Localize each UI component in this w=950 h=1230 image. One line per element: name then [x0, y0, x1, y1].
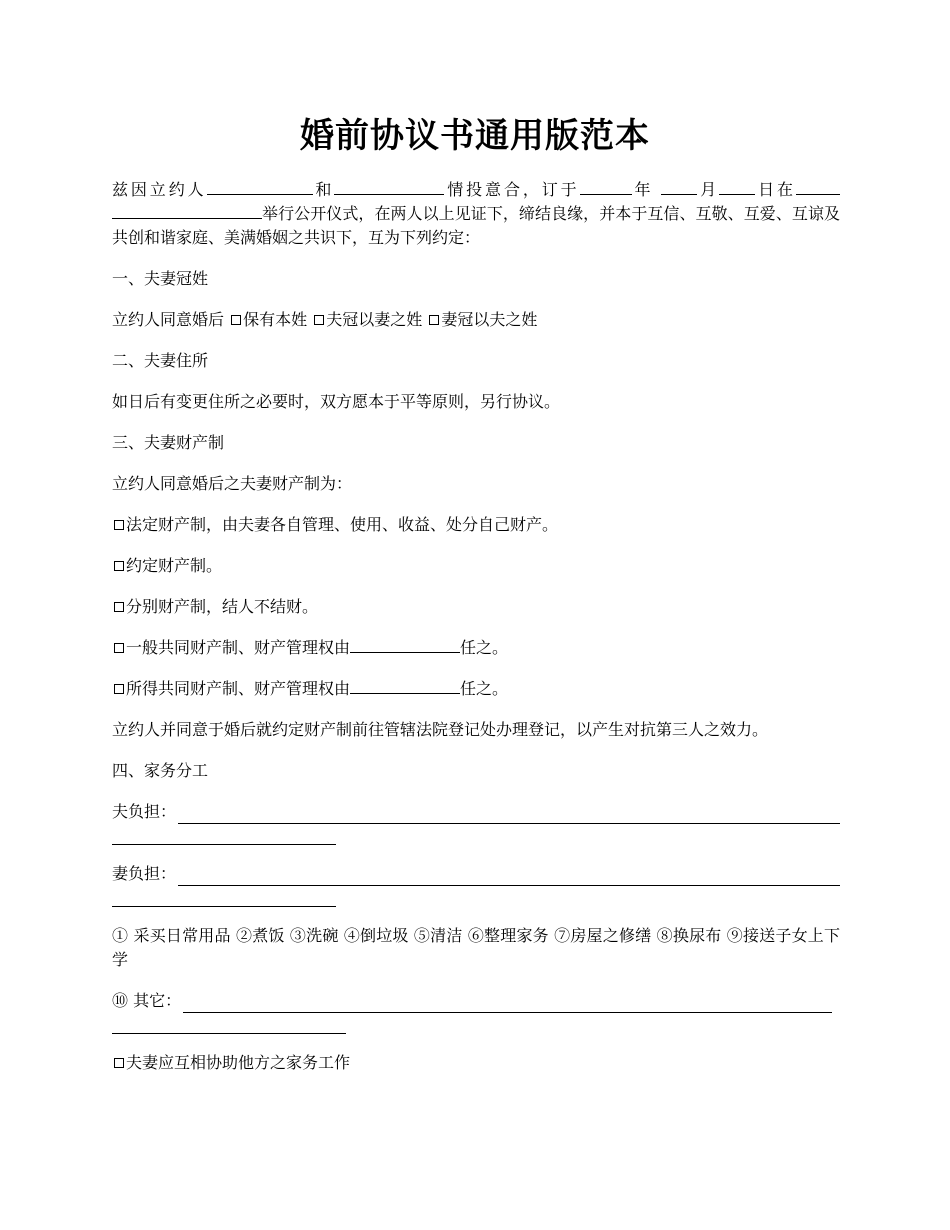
husband-label: 夫负担： — [112, 802, 177, 821]
option-label: 分别财产制，结人不结财。 — [126, 597, 319, 616]
other-duty — [112, 989, 840, 1034]
property-option — [112, 636, 840, 660]
option-label: 所得共同财产制、财产管理权由 — [126, 679, 351, 698]
manager-blank[interactable] — [350, 677, 460, 694]
property-lead: 立约人同意婚后之夫妻财产制为： — [112, 474, 353, 493]
section-heading: 三、夫妻财产制 — [112, 433, 225, 452]
option-label: 一般共同财产制、财产管理权由 — [126, 638, 351, 657]
option-label: 夫冠以妻之姓 — [326, 310, 423, 329]
checkbox[interactable] — [114, 520, 124, 530]
intro-paragraph — [112, 178, 840, 250]
wife-duty-blank-continued[interactable] — [112, 886, 336, 907]
other-label: ⑩ 其它： — [112, 991, 182, 1010]
checkbox[interactable] — [314, 315, 324, 325]
manager-blank[interactable] — [350, 636, 460, 653]
property-note: 立约人并同意于婚后就约定财产制前往管辖法院登记处办理登记，以产生对抗第三人之效力。 — [112, 720, 769, 739]
month-blank[interactable] — [661, 178, 697, 195]
document-body — [112, 178, 840, 1092]
checkbox[interactable] — [114, 643, 124, 653]
checkbox[interactable] — [231, 315, 241, 325]
day-blank[interactable] — [719, 178, 755, 195]
checkbox[interactable] — [429, 315, 439, 325]
residence-text: 如日后有变更住所之必要时，双方愿本于平等原则，另行协议。 — [112, 392, 561, 411]
place-blank[interactable] — [796, 178, 840, 195]
property-option — [112, 595, 840, 619]
section-heading: 二、夫妻住所 — [112, 351, 209, 370]
wife-duty — [112, 862, 840, 907]
chore-list: ① 采买日常用品 ②煮饭 ③洗碗 ④倒垃圾 ⑤清洁 ⑥整理家务 ⑦房屋之修缮 ⑧换尿布 ⑨接送子女上下学 — [112, 926, 840, 969]
surname-lead: 立约人同意婚后 — [112, 310, 225, 329]
option-label: 妻冠以夫之姓 — [441, 310, 538, 329]
option-label: 约定财产制。 — [126, 556, 223, 575]
checkbox[interactable] — [114, 602, 124, 612]
document-title: 婚前协议书通用版范本 — [300, 116, 650, 156]
year-blank[interactable] — [580, 178, 632, 195]
intro-text: 月 — [697, 180, 720, 199]
other-duty-blank[interactable] — [183, 994, 832, 1013]
section-heading: 一、夫妻冠姓 — [112, 269, 209, 288]
husband-duty-blank[interactable] — [178, 805, 840, 824]
party-two-blank[interactable] — [334, 178, 444, 195]
surname-options — [112, 308, 840, 332]
other-duty-line — [112, 989, 832, 1013]
intro-text: 年 — [631, 180, 654, 199]
option-label: 任之。 — [460, 638, 509, 657]
wife-duty-blank[interactable] — [178, 867, 840, 886]
option-label: 任之。 — [460, 679, 509, 698]
intro-text: 情投意合，订于 — [444, 180, 580, 199]
section-heading: 四、家务分工 — [112, 761, 209, 780]
husband-duty — [112, 800, 840, 845]
property-option — [112, 513, 840, 537]
husband-duty-blank-continued[interactable] — [112, 824, 336, 845]
checkbox[interactable] — [114, 1058, 124, 1068]
party-one-blank[interactable] — [207, 178, 313, 195]
intro-text: 举行公开仪式，在两人以上见证下，缔结良缘，并本于互信、互敬、互爱、互谅及共创和谐家庭、美满婚姻之共识下，互为下列约定： — [112, 204, 840, 247]
wife-duty-line — [112, 862, 840, 886]
mutual-help-option — [112, 1051, 840, 1075]
property-option — [112, 677, 840, 701]
option-label: 夫妻应互相协助他方之家务工作 — [126, 1053, 351, 1072]
place-blank-continued[interactable] — [112, 202, 262, 219]
intro-text: 日在 — [755, 180, 796, 199]
wife-label: 妻负担： — [112, 864, 177, 883]
other-duty-blank-continued[interactable] — [112, 1013, 346, 1034]
intro-text: 兹因立约人 — [112, 180, 207, 199]
checkbox[interactable] — [114, 684, 124, 694]
option-label: 保有本姓 — [243, 310, 308, 329]
intro-text: 和 — [312, 180, 335, 199]
option-label: 法定财产制，由夫妻各自管理、使用、收益、处分自己财产。 — [126, 515, 559, 534]
checkbox[interactable] — [114, 561, 124, 571]
property-option — [112, 554, 840, 578]
husband-duty-line — [112, 800, 840, 824]
